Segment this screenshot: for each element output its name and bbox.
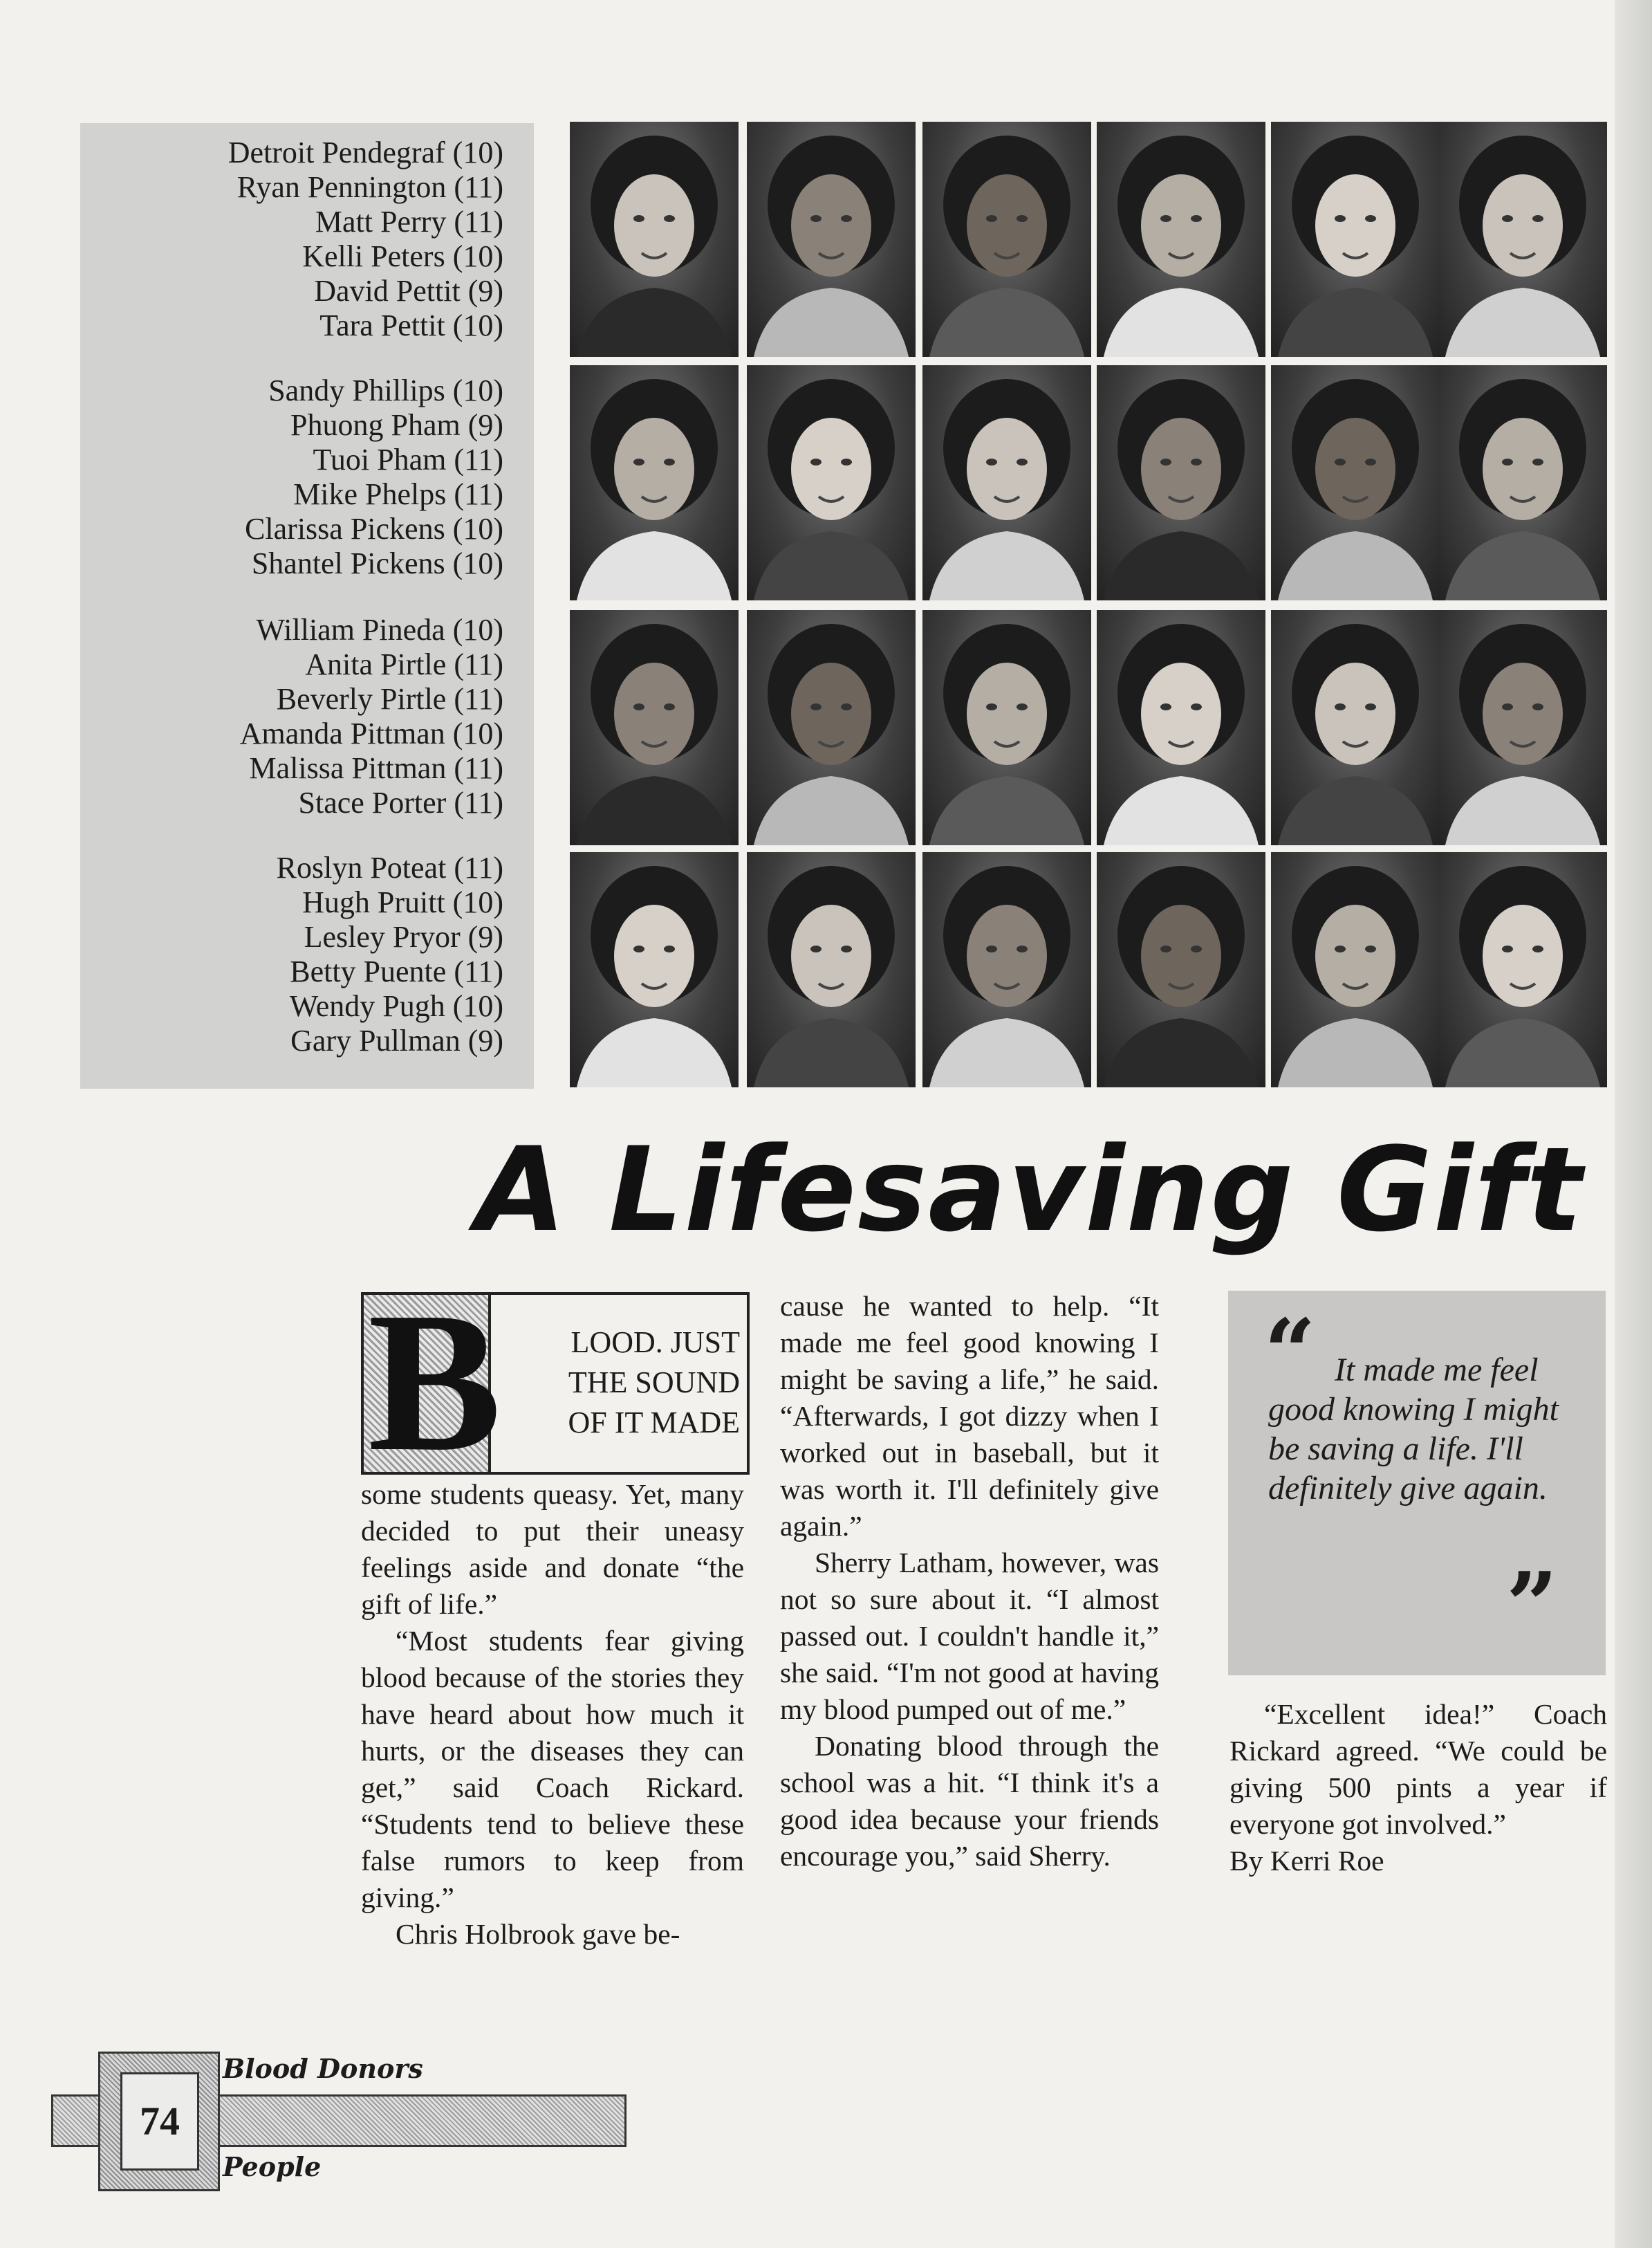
- student-portrait: [747, 365, 916, 600]
- page-number: 74: [120, 2072, 199, 2171]
- student-portrait: [1097, 365, 1265, 600]
- student-name: Wendy Pugh (10): [289, 989, 503, 1023]
- student-portrait: [570, 365, 739, 600]
- student-name: Tara Pettit (10): [319, 308, 503, 342]
- student-name: Stace Porter (11): [298, 786, 503, 820]
- close-quote-icon: ”: [1506, 1552, 1558, 1658]
- student-portrait: [1271, 610, 1440, 845]
- byline: By Kerri Roe: [1229, 1845, 1384, 1877]
- student-name: Hugh Pruitt (10): [302, 885, 503, 919]
- student-portrait: [570, 852, 739, 1087]
- roster-group: [89, 136, 503, 343]
- pull-quote: [1228, 1291, 1606, 1675]
- drop-cap-letter: B: [368, 1271, 502, 1493]
- student-name: Beverly Pirtle (11): [276, 682, 503, 716]
- student-portrait: [1271, 852, 1440, 1087]
- student-name: Tuoi Pham (11): [313, 443, 503, 477]
- roster-group: [89, 374, 503, 581]
- student-name: Betty Puente (11): [290, 955, 503, 988]
- student-name: Anita Pirtle (11): [305, 647, 503, 681]
- student-portrait: [922, 610, 1091, 845]
- student-portrait: [1097, 852, 1265, 1087]
- student-name: Phuong Pham (9): [290, 408, 503, 442]
- page-edge-shadow: [1615, 0, 1652, 2248]
- student-portrait: [1271, 365, 1440, 600]
- paragraph: “Most students fear giving blood because of the stories they have heard about how much it hurts, or the diseases they can get,” said Coach Rickard. “Students tend to believe these false rumors to keep from giving.”: [361, 1625, 744, 1913]
- student-name: Mike Phelps (11): [293, 477, 503, 511]
- portrait-grid: [570, 122, 1602, 1090]
- student-name: Amanda Pittman (10): [239, 717, 503, 750]
- lead-line: OF IT MADE: [568, 1406, 740, 1439]
- student-portrait: [1438, 610, 1607, 845]
- student-name: Matt Perry (11): [315, 205, 503, 239]
- section-label: Blood Donors: [223, 2053, 423, 2084]
- article-title: A Lifesaving Gift: [476, 1122, 1584, 1257]
- student-name: William Pineda (10): [256, 613, 503, 647]
- lead-line: THE SOUND: [568, 1365, 740, 1399]
- student-name: Gary Pullman (9): [290, 1024, 503, 1058]
- student-portrait: [922, 852, 1091, 1087]
- student-portrait: [922, 365, 1091, 600]
- drop-cap-block: [361, 1271, 750, 1493]
- roster-group: [89, 851, 503, 1058]
- student-portrait: [570, 610, 739, 845]
- article-column-1: [361, 1476, 744, 1953]
- student-portrait: [1097, 610, 1265, 845]
- paragraph: some students queasy. Yet, many decided to put their uneasy feelings aside and donate “the gift of life.”: [361, 1478, 744, 1620]
- category-label: People: [223, 2151, 322, 2182]
- student-portrait: [1438, 852, 1607, 1087]
- student-portrait: [747, 610, 916, 845]
- student-portrait: [747, 122, 916, 357]
- pull-quote-text: It made me feel good knowing I might be saving a life. I'll definitely give again.: [1268, 1352, 1559, 1507]
- paragraph: Chris Holbrook gave be-: [396, 1918, 680, 1950]
- student-portrait: [1438, 365, 1607, 600]
- lead-in-words: [498, 1323, 740, 1443]
- article-column-3: [1229, 1696, 1607, 1879]
- student-name: Lesley Pryor (9): [304, 920, 503, 954]
- paragraph: Donating blood through the school was a hit. “I think it's a good idea because your friends encourage you,” said Sherry.: [780, 1730, 1159, 1872]
- student-name: Sandy Phillips (10): [268, 374, 503, 407]
- student-portrait: [1271, 122, 1440, 357]
- student-portrait: [922, 122, 1091, 357]
- paragraph: “Excellent idea!” Coach Rickard agreed. “We could be giving 500 pints a year if everyone got involved.”: [1229, 1698, 1607, 1840]
- article-column-2: [780, 1288, 1159, 1874]
- student-name: Shantel Pickens (10): [251, 546, 503, 580]
- student-portrait: [570, 122, 739, 357]
- student-portrait: [747, 852, 916, 1087]
- paragraph: cause he wanted to help. “It made me feel good knowing I might be saving a life,” he said. “Afterwards, I got dizzy when I worked out in baseball, but it was worth it. I'll definitely give again.”: [780, 1290, 1159, 1542]
- open-quote-icon: “: [1264, 1299, 1316, 1405]
- student-name: Roslyn Poteat (11): [276, 851, 503, 885]
- student-name: David Pettit (9): [314, 274, 503, 308]
- student-portrait: [1097, 122, 1265, 357]
- student-name: Malissa Pittman (11): [249, 751, 503, 785]
- student-portrait: [1438, 122, 1607, 357]
- student-name: Clarissa Pickens (10): [245, 512, 503, 546]
- student-name: Kelli Peters (10): [302, 239, 503, 273]
- lead-line: LOOD. JUST: [570, 1325, 740, 1359]
- paragraph: Sherry Latham, however, was not so sure about it. “I almost passed out. I couldn't handle it,” she said. “I'm not good at having my blood pumped out of me.”: [780, 1547, 1159, 1725]
- student-name: Detroit Pendegraf (10): [228, 136, 503, 169]
- student-name: Ryan Pennington (11): [236, 170, 503, 204]
- roster-group: [89, 613, 503, 820]
